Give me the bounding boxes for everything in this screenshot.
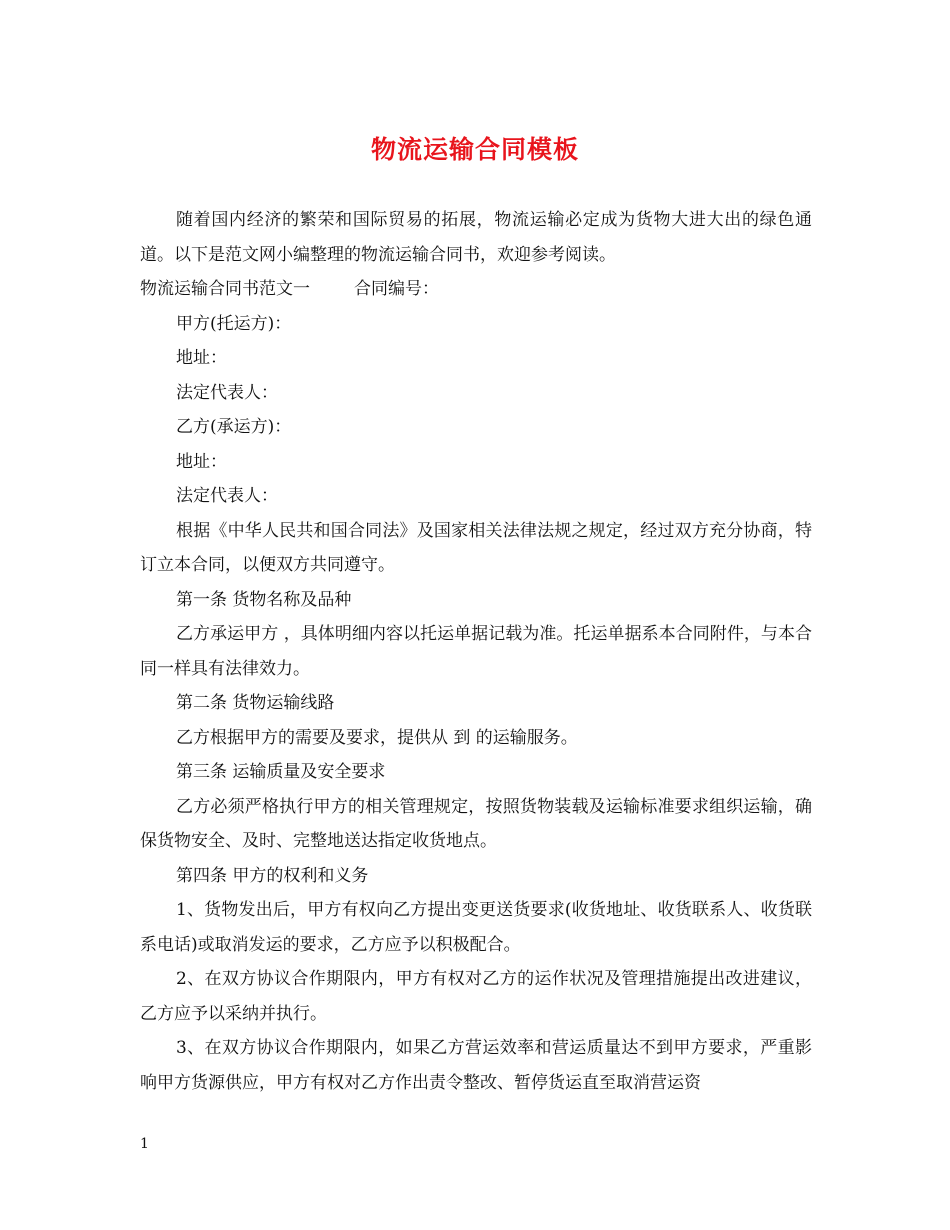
contract-number-label: 合同编号：: [354, 279, 439, 299]
article-4-title: 第四条 甲方的权利和义务: [176, 865, 369, 886]
article-2-title: 第二条 货物运输线路: [176, 693, 335, 713]
party-a-address-label: 地址：: [176, 348, 227, 368]
party-a-label: 甲方(托运方)：: [176, 313, 292, 334]
article-2-text: 乙方根据甲方的需要及要求，提供从 到 的运输服务。: [176, 727, 578, 748]
document-title: 物流运输合同模板: [370, 135, 579, 164]
document-body: [140, 203, 812, 1100]
article-1-title: 第一条 货物名称及品种: [176, 589, 352, 610]
contract-heading-line: [140, 272, 812, 307]
party-a-representative-label: 法定代表人：: [176, 382, 278, 403]
article-3-title: 第三条 运输质量及安全要求: [176, 762, 386, 782]
contract-heading: 物流运输合同书范文一: [140, 279, 310, 299]
party-b-address-label: 地址：: [176, 451, 227, 472]
preamble-paragraph: 根据《中华人民共和国合同法》及国家相关法律法规之规定，经过双方充分协商，特订立本合同，以便双方共同遵守。: [140, 520, 812, 575]
intro-paragraph: 随着国内经济的繁荣和国际贸易的拓展，物流运输必定成为货物大进大出的绿色通道。以下是范文网小编整理的物流运输合同书，欢迎参考阅读。: [140, 210, 812, 265]
page-number: 1: [140, 1136, 149, 1152]
article-3-text: 乙方必须严格执行甲方的相关管理规定，按照货物装载及运输标准要求组织运输，确保货物安全、及时、完整地送达指定收货地点。: [140, 796, 812, 851]
article-1-text: 乙方承运甲方 ，具体明细内容以托运单据记载为准。托运单据系本合同附件，与本合同一样具有法律效力。: [140, 624, 812, 679]
article-4-item-3: 3、在双方协议合作期限内，如果乙方营运效率和营运质量达不到甲方要求，严重影响甲方货源供应，甲方有权对乙方作出责令整改、暂停货运直至取消营运资: [140, 1038, 812, 1093]
party-b-label: 乙方(承运方)：: [176, 417, 292, 437]
party-b-representative-label: 法定代表人：: [176, 486, 278, 506]
article-4-item-2: 2、在双方协议合作期限内，甲方有权对乙方的运作状况及管理措施提出改进建议，乙方应予以采纳并执行。: [140, 969, 812, 1024]
article-4-item-1: 1、货物发出后，甲方有权向乙方提出变更送货要求(收货地址、收货联系人、收货联系电话)或取消发运的要求，乙方应予以积极配合。: [140, 900, 812, 955]
